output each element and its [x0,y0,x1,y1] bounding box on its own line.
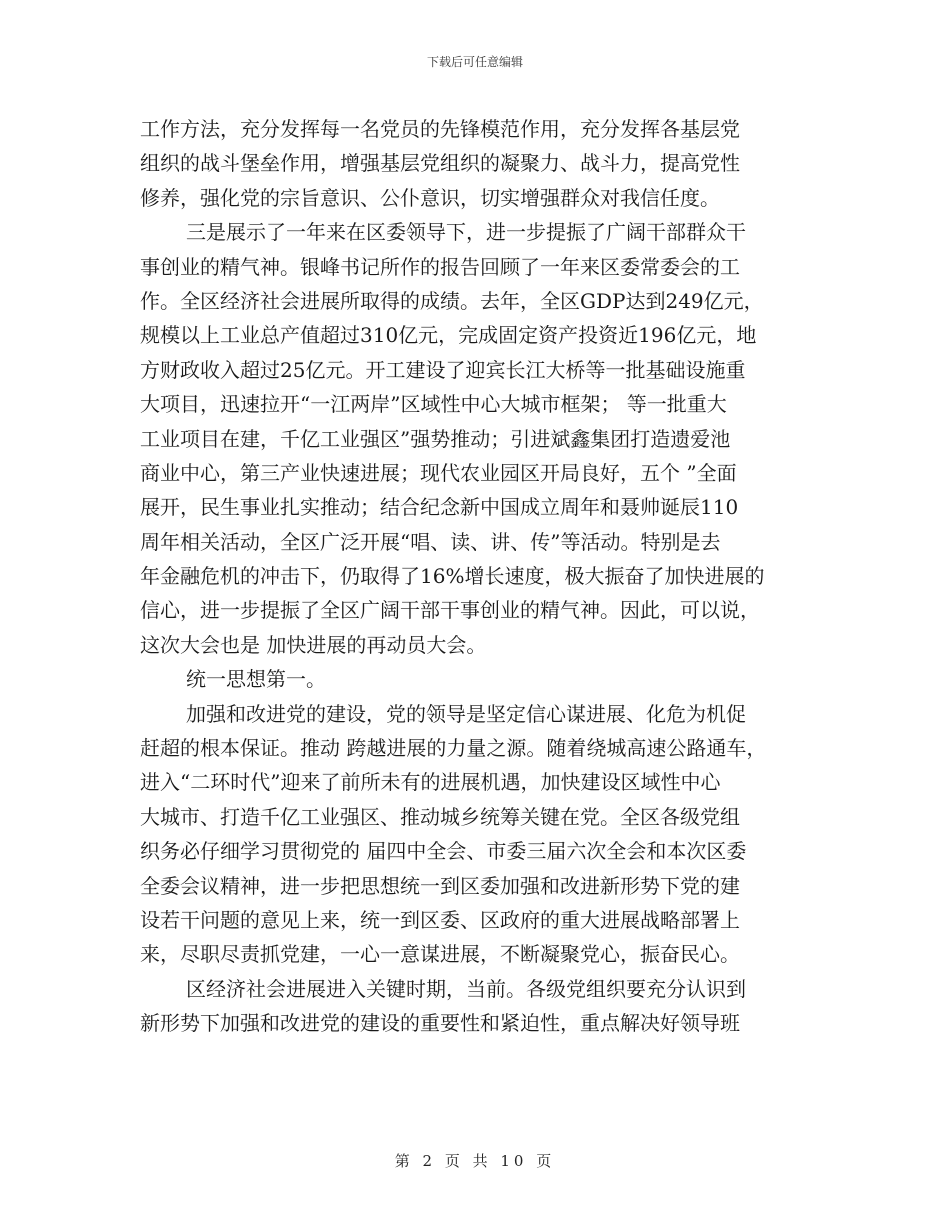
text-line: 设若干问题的意见上来，统一到区委、区政府的重大进展战略部署上 [140,907,740,932]
text-line: 来，尽职尽责抓党建，一心一意谋进展，不断凝聚党心，振奋民心。 [140,942,740,967]
text-line: 大城市、打造千亿工业强区、推动城乡统筹关键在党。全区各级党组 [140,804,740,829]
text-line: 事创业的精气神。银峰书记所作的报告回顾了一年来区委常委会的工 [140,254,740,279]
text-line: 这次大会也是 加快进展的再动员大会。 [140,632,487,657]
text-line: 统一思想第一。 [186,667,326,692]
text-line: 三是展示了一年来在区委领导下，进一步提振了广阔干部群众干 [186,220,746,245]
text-line: 年金融危机的冲击下，仍取得了16%增长速度，极大振奋了加快进展的 [140,564,765,589]
text-line: 大项目，迅速拉开“一江两岸”区域性中心大城市框架； 等一批重大 [140,392,727,417]
text-line: 展开，民生事业扎实推动；结合纪念新中国成立周年和聂帅诞辰110 [140,495,739,520]
text-line: 规模以上工业总产值超过310亿元，完成固定资产投资近196亿元，地 [140,323,757,348]
text-line: 织务必仔细学习贯彻党的 届四中全会、市委三届六次全会和本次区委 [140,839,747,864]
text-line: 组织的战斗堡垒作用，增强基层党组织的凝聚力、战斗力，提高党性 [140,151,740,176]
page-header-note: 下载后可任意编辑 [426,55,523,69]
text-line: 赶超的根本保证。推动 跨越进展的力量之源。随着绕城高速公路通车， [140,736,767,761]
text-line: 工业项目在建，千亿工业强区”强势推动；引进斌鑫集团打造遗爱池 [140,426,731,451]
text-line: 新形势下加强和改进党的建设的重要性和紧迫性，重点解决好领导班 [140,1011,740,1036]
text-line: 信心，进一步提振了全区广阔干部干事创业的精气神。因此，可以说， [140,598,760,623]
document-body [140,112,820,1041]
text-line: 加强和改进党的建设，党的领导是坚定信心谋进展、化危为机促 [186,701,746,726]
text-line: 方财政收入超过25亿元。开工建设了迎宾长江大桥等一批基础设施重 [140,357,746,382]
text-line: 周年相关活动，全区广泛开展“唱、读、讲、传”等活动。特别是去 [140,529,721,554]
text-line: 区经济社会进展进入关键时期，当前。各级党组织要充分认识到 [186,976,746,1001]
text-line: 进入“二环时代”迎来了前所未有的进展机遇，加快建设区域性中心 [140,770,721,795]
text-line: 作。全区经济社会进展所取得的成绩。去年，全区GDP达到249亿元， [140,288,764,313]
page-number: 第 2 页 共 10 页 [394,1152,556,1170]
text-line: 修养，强化党的宗旨意识、公仆意识，切实增强群众对我信任度。 [140,185,720,210]
text-line: 工作方法，充分发挥每一名党员的先锋模范作用，充分发挥各基层党 [140,117,740,141]
text-line: 商业中心，第三产业快速进展；现代农业园区开局良好，五个 ”全面 [140,460,737,485]
text-line: 全委会议精神，进一步把思想统一到区委加强和改进新形势下党的建 [140,873,740,898]
